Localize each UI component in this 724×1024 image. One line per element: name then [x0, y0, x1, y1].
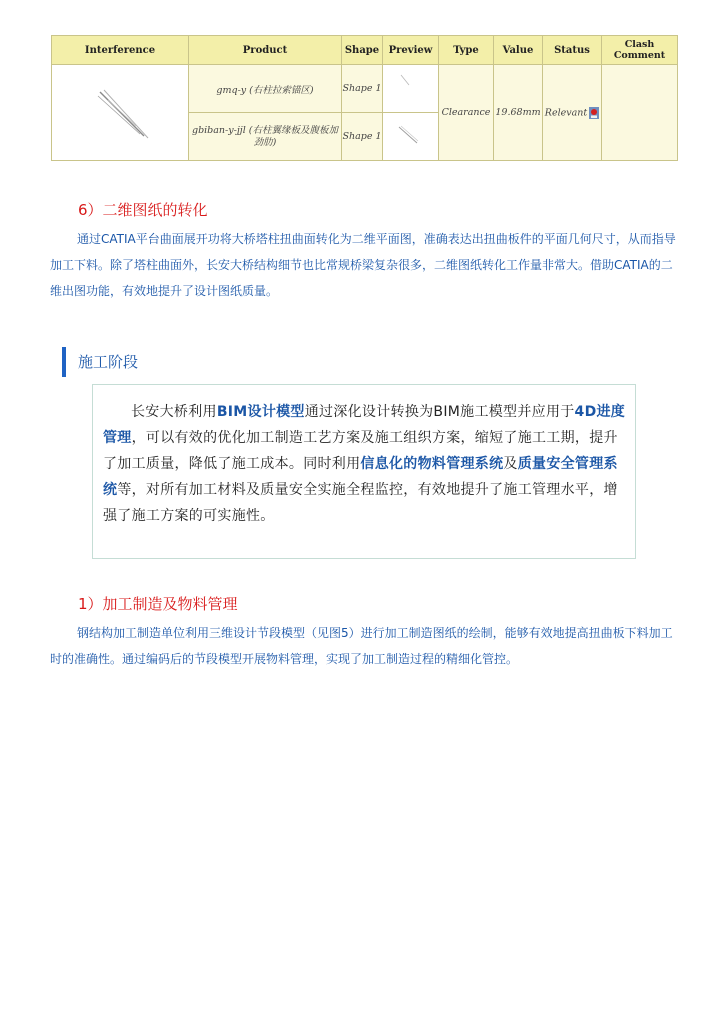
- highlight-bim-design-model: BIM设计模型: [216, 404, 305, 420]
- summary-text-3: ，可以有效的优化加工制造工艺方案及施工组织方案，缩短了施工工期，提升了加工质量，降低了施工成本。同时利用: [103, 430, 618, 472]
- summary-text-2: 通过深化设计转换为BIM施工模型并应用于: [304, 404, 575, 420]
- value-cell: 19.68mm: [494, 65, 543, 161]
- interference-thumbnail: [52, 65, 189, 161]
- table-header-row: [52, 36, 678, 65]
- highlight-material-system: 信息化的物料管理系统: [360, 456, 504, 472]
- clash-report-table: [51, 35, 678, 161]
- summary-text-4: 及: [503, 456, 518, 472]
- header-preview: Preview: [383, 36, 439, 65]
- header-type: Type: [439, 36, 494, 65]
- status-text: Relevant: [544, 107, 588, 118]
- summary-text-1: 长安大桥利用: [131, 404, 217, 420]
- header-product: Product: [189, 36, 342, 65]
- header-shape: Shape: [342, 36, 383, 65]
- preview-cell: [383, 113, 439, 161]
- table-row: [52, 65, 678, 113]
- highlight-4d-schedule: 4D进度管理: [103, 404, 626, 446]
- preview-thumbnail: [383, 65, 439, 109]
- product-cell: gmq-y (右柱拉索锚区): [189, 65, 342, 113]
- product-cell: gbiban-y-jjl (右柱翼缘板及腹板加劲肋): [189, 113, 342, 161]
- type-cell: Clearance: [439, 65, 494, 161]
- phase-title: 施工阶段: [62, 347, 138, 377]
- preview-cell: [383, 65, 439, 113]
- header-value: Value: [494, 36, 543, 65]
- header-clash-comment: Clash Comment: [602, 36, 678, 65]
- status-cell: [543, 65, 602, 161]
- section-1-paragraph: [50, 620, 678, 672]
- shape-cell: Shape 1: [342, 113, 383, 161]
- clash-comment-cell[interactable]: [602, 65, 678, 161]
- header-status: Status: [543, 36, 602, 65]
- summary-box: [92, 384, 636, 559]
- summary-text-5: 等，对所有加工材料及质量安全实施全程监控，有效地提升了施工管理水平，增强了施工方案的可实施性。: [103, 482, 618, 524]
- interference-thumbnail-image: [52, 66, 189, 156]
- preview-thumbnail: [383, 113, 439, 157]
- header-interference: Interference: [52, 36, 189, 65]
- section-6-text: 通过CATIA平台曲面展开功将大桥塔柱扭曲面转化为二维平面图，准确表达出扭曲板件的平面几何尺寸，从而指导加工下料。除了塔柱曲面外，长安大桥结构细节也比常规桥梁复杂很多，二维图纸转化工作量非常大。借助CATIA的二维出图功能，有效地提升了设计图纸质量。: [50, 232, 676, 298]
- summary-text: [103, 399, 627, 529]
- shape-cell: Shape 1: [342, 65, 383, 113]
- relevant-flag-icon: [589, 107, 599, 119]
- section-6-paragraph: [50, 226, 678, 304]
- highlight-quality-safety-system: 质量安全管理系统: [103, 456, 618, 498]
- section-1-heading: 1）加工制造及物料管理: [78, 595, 238, 613]
- section-6-heading: 6）二维图纸的转化: [78, 201, 208, 219]
- section-1-text: 钢结构加工制造单位利用三维设计节段模型（见图5）进行加工制造图纸的绘制，能够有效地提高扭曲板下料加工时的准确性。通过编码后的节段模型开展物料管理，实现了加工制造过程的精细化管控。: [50, 626, 673, 666]
